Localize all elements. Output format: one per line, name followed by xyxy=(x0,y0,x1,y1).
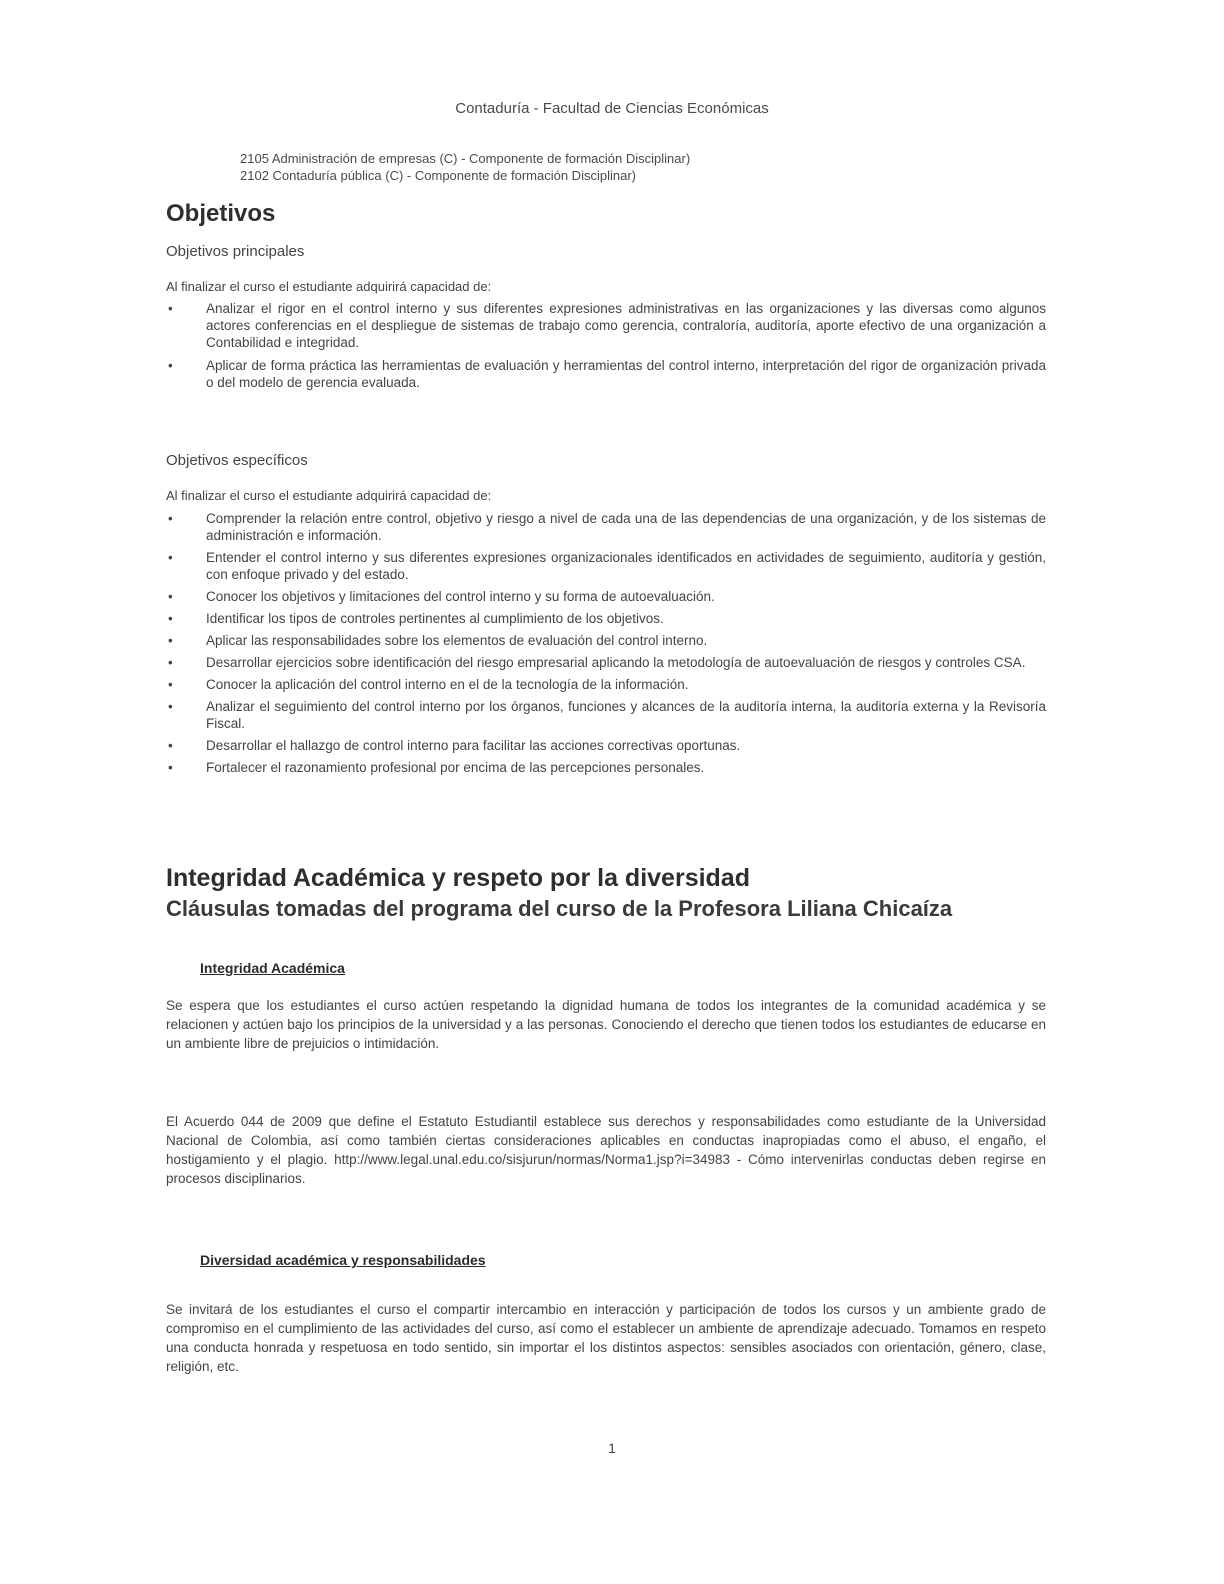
specific-objectives-heading: Objetivos específicos xyxy=(166,452,308,469)
general-objectives-heading: Objetivos principales xyxy=(166,243,305,260)
list-item: • Desarrollar el hallazgo de control interno para facilitar las acciones correctivas oportunas. xyxy=(166,737,1046,754)
list-item: • Entender el control interno y sus diferentes expresiones organizacionales identificados en actividades de seguimiento, auditoría y gestión, con enfoque privado y del estado. xyxy=(166,549,1046,583)
academic-integrity-paragraph-2: El Acuerdo 044 de 2009 que define el Estatuto Estudiantil establece sus derechos y responsabilidades como estudiante de la Universidad Nacional de Colombia, así como también ciertas consideraciones aplicables en conductas inapropiadas como el abuso, el engaño, el hostigamiento y el plagio. http://www.legal.unal.edu.co/sisjurun/normas/Norma1.jsp?i=34983 - Cómo intervenirlas conductas deben regirse en procesos disciplinarios. xyxy=(166,1114,1046,1186)
page-header: Contaduría - Facultad de Ciencias Económicas xyxy=(455,100,769,117)
list-item: • Conocer los objetivos y limitaciones del control interno y su forma de autoevaluación. xyxy=(166,588,1046,605)
course-codes xyxy=(240,150,690,184)
list-item: • Comprender la relación entre control, objetivo y riesgo a nivel de cada una de las dependencias de una organización, y de los sistemas de administración e información. xyxy=(166,510,1046,544)
list-item: • Identificar los tipos de controles pertinentes al cumplimiento de los objetivos. xyxy=(166,610,1046,627)
course-code-line: 2105 Administración de empresas (C) - Componente de formación Disciplinar) xyxy=(240,151,691,166)
list-item: • Analizar el rigor en el control interno y sus diferentes expresiones administrativas en las organizaciones y las diversas como algunos actores conferencias en el despliegue de sistemas de trabajo como gerencia, contraloría, auditoría, aporte efectivo de una organización a Contabilidad e integridad. xyxy=(166,300,1046,351)
list-item: • Aplicar las responsabilidades sobre los elementos de evaluación del control interno. xyxy=(166,632,1046,649)
academic-integrity-heading: Integridad Académica xyxy=(200,960,345,976)
list-item: • Analizar el seguimiento del control interno por los órganos, funciones y alcances de la auditoría interna, la auditoría externa y la Revisoría Fiscal. xyxy=(166,698,1046,732)
general-objectives-intro: Al finalizar el curso el estudiante adquirirá capacidad de: xyxy=(166,279,492,294)
diversity-heading: Diversidad académica y responsabilidades xyxy=(200,1252,486,1268)
page-number: 1 xyxy=(608,1440,616,1456)
integrity-title: Integridad Académica y respeto por la diversidad xyxy=(166,864,750,892)
general-objectives-list xyxy=(166,300,1046,397)
integrity-subtitle: Cláusulas tomadas del programa del curso de la Profesora Liliana Chicaíza xyxy=(166,896,953,921)
list-item: • Aplicar de forma práctica las herramientas de evaluación y herramientas del control interno, interpretación del rigor de organización privada o del modelo de gerencia evaluada. xyxy=(166,357,1046,391)
academic-integrity-paragraph-1: Se espera que los estudiantes el curso actúen respetando la dignidad humana de todos los integrantes de la comunidad académica y se relacionen y actúen bajo los principios de la universidad y a las personas. Conociendo el derecho que tienen todos los estudiantes de educarse en un ambiente libre de prejuicios o intimidación. xyxy=(166,998,1046,1051)
list-item: • Desarrollar ejercicios sobre identificación del riesgo empresarial aplicando la metodología de autoevaluación de riesgos y controles CSA. xyxy=(166,654,1046,671)
specific-objectives-list xyxy=(166,510,1046,781)
course-code-line: 2102 Contaduría pública (C) - Componente de formación Disciplinar) xyxy=(240,168,636,183)
list-item: • Conocer la aplicación del control interno en el de la tecnología de la información. xyxy=(166,676,1046,693)
objectives-heading: Objetivos xyxy=(166,200,276,227)
diversity-paragraph: Se invitará de los estudiantes el curso el compartir intercambio en interacción y participación de todos los cursos y un ambiente grado de compromiso en el cumplimiento de las actividades del curso, así como el establecer un ambiente de aprendizaje adecuado. Tomamos en respeto una conducta honrada y respetuosa en todo sentido, sin importar el los distintos aspectos: sensibles asociados con orientación, género, clase, religión, etc. xyxy=(166,1302,1046,1374)
specific-objectives-intro: Al finalizar el curso el estudiante adquirirá capacidad de: xyxy=(166,488,492,503)
list-item: • Fortalecer el razonamiento profesional por encima de las percepciones personales. xyxy=(166,759,1046,776)
